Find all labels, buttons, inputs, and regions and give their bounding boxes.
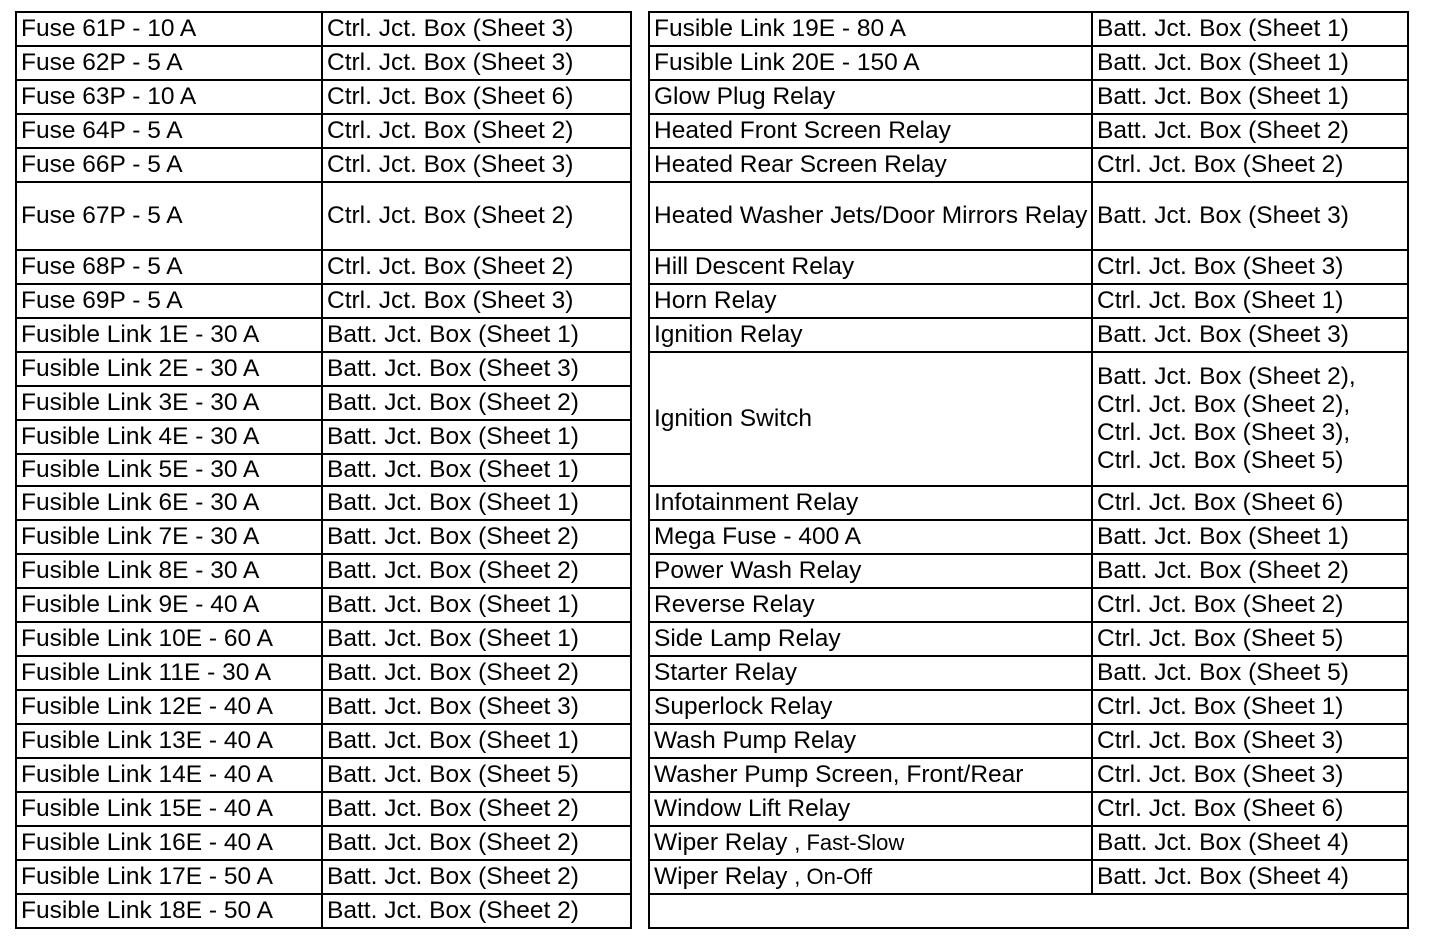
location-cell: Batt. Jct. Box (Sheet 1) [1092,46,1408,80]
component-suffix: , On-Off [794,864,873,889]
location-cell: Batt. Jct. Box (Sheet 3) [1092,182,1408,250]
location-cell: Batt. Jct. Box (Sheet 2) [322,386,631,420]
component-cell [649,860,1092,894]
component-cell: Glow Plug Relay [649,80,1092,114]
table-row [16,520,631,554]
component-cell: Heated Front Screen Relay [649,114,1092,148]
table-row [649,250,1408,284]
component-cell: Horn Relay [649,284,1092,318]
location-cell: Batt. Jct. Box (Sheet 3) [322,690,631,724]
table-row [16,420,631,454]
table-row [649,622,1408,656]
component-cell: Fusible Link 17E - 50 A [16,860,322,894]
component-cell: Fusible Link 7E - 30 A [16,520,322,554]
location-cell: Batt. Jct. Box (Sheet 2) [322,554,631,588]
location-cell: Batt. Jct. Box (Sheet 1) [322,420,631,454]
table-row [16,588,631,622]
table-row [16,758,631,792]
table-row [649,588,1408,622]
table-row [16,690,631,724]
component-name: Wiper Relay [654,829,788,856]
component-cell: Fusible Link 2E - 30 A [16,352,322,386]
component-cell: Fuse 62P - 5 A [16,46,322,80]
location-cell: Ctrl. Jct. Box (Sheet 6) [322,80,631,114]
location-cell: Batt. Jct. Box (Sheet 1) [1092,12,1408,46]
location-cell: Batt. Jct. Box (Sheet 1) [1092,520,1408,554]
table-row [16,148,631,182]
location-cell: Batt. Jct. Box (Sheet 2) [322,826,631,860]
location-cell: Ctrl. Jct. Box (Sheet 3) [1092,250,1408,284]
location-cell: Ctrl. Jct. Box (Sheet 2) [322,182,631,250]
component-cell: Fusible Link 13E - 40 A [16,724,322,758]
component-suffix: , Fast-Slow [794,830,905,855]
table-row [649,46,1408,80]
component-cell: Window Lift Relay [649,792,1092,826]
location-cell: Batt. Jct. Box (Sheet 2) [322,860,631,894]
table-row [16,80,631,114]
component-cell: Side Lamp Relay [649,622,1092,656]
location-cell: Ctrl. Jct. Box (Sheet 6) [1092,792,1408,826]
left-reference-table [15,11,632,929]
table-row [16,318,631,352]
component-cell: Fuse 69P - 5 A [16,284,322,318]
component-cell: Ignition Relay [649,318,1092,352]
location-cell: Batt. Jct. Box (Sheet 5) [322,758,631,792]
table-row [649,148,1408,182]
location-cell: Ctrl. Jct. Box (Sheet 2) [1092,588,1408,622]
component-cell: Fuse 61P - 10 A [16,12,322,46]
component-cell: Fuse 63P - 10 A [16,80,322,114]
table-row [16,114,631,148]
table-row [649,114,1408,148]
table-row-blank [649,894,1408,928]
component-cell: Fusible Link 14E - 40 A [16,758,322,792]
location-cell: Ctrl. Jct. Box (Sheet 1) [1092,690,1408,724]
table-row [16,352,631,386]
table-row [16,894,631,928]
table-row [649,826,1408,860]
table-row [16,656,631,690]
location-cell: Batt. Jct. Box (Sheet 3) [1092,318,1408,352]
location-cell: Batt. Jct. Box (Sheet 1) [322,486,631,520]
location-cell: Batt. Jct. Box (Sheet 4) [1092,826,1408,860]
location-cell: Ctrl. Jct. Box (Sheet 1) [1092,284,1408,318]
table-row [649,758,1408,792]
table-row [16,12,631,46]
component-cell: Fusible Link 8E - 30 A [16,554,322,588]
location-cell: Batt. Jct. Box (Sheet 1) [322,454,631,486]
table-row [16,250,631,284]
component-cell: Washer Pump Screen, Front/Rear [649,758,1092,792]
component-cell: Heated Washer Jets/Door Mirrors Relay [649,182,1092,250]
table-row [16,860,631,894]
location-cell: Batt. Jct. Box (Sheet 5) [1092,656,1408,690]
location-line: Ctrl. Jct. Box (Sheet 2), [1097,391,1351,418]
component-cell: Fusible Link 12E - 40 A [16,690,322,724]
component-cell: Hill Descent Relay [649,250,1092,284]
location-cell: Batt. Jct. Box (Sheet 2) [322,894,631,928]
component-cell: Infotainment Relay [649,486,1092,520]
component-cell: Fusible Link 9E - 40 A [16,588,322,622]
component-name: Wiper Relay [654,863,788,890]
table-row [16,182,631,250]
location-cell: Batt. Jct. Box (Sheet 2) [322,792,631,826]
table-row [16,46,631,80]
component-cell: Fusible Link 3E - 30 A [16,386,322,420]
location-cell: Ctrl. Jct. Box (Sheet 3) [322,148,631,182]
table-row [649,724,1408,758]
location-cell: Batt. Jct. Box (Sheet 1) [322,318,631,352]
location-cell: Batt. Jct. Box (Sheet 1) [322,622,631,656]
table-row [16,622,631,656]
location-cell: Ctrl. Jct. Box (Sheet 3) [322,284,631,318]
table-row [649,860,1408,894]
component-cell: Wash Pump Relay [649,724,1092,758]
component-cell: Fusible Link 20E - 150 A [649,46,1092,80]
table-row [16,826,631,860]
location-cell: Batt. Jct. Box (Sheet 3) [322,352,631,386]
component-cell: Fuse 68P - 5 A [16,250,322,284]
location-cell: Ctrl. Jct. Box (Sheet 6) [1092,486,1408,520]
table-row [649,182,1408,250]
location-line: Ctrl. Jct. Box (Sheet 5) [1097,447,1344,474]
component-cell: Fuse 66P - 5 A [16,148,322,182]
location-cell: Ctrl. Jct. Box (Sheet 5) [1092,622,1408,656]
component-cell: Fusible Link 18E - 50 A [16,894,322,928]
component-cell: Superlock Relay [649,690,1092,724]
location-cell: Ctrl. Jct. Box (Sheet 2) [322,250,631,284]
table-row [649,520,1408,554]
location-cell: Batt. Jct. Box (Sheet 4) [1092,860,1408,894]
location-cell: Ctrl. Jct. Box (Sheet 3) [1092,758,1408,792]
table-row [649,352,1408,486]
component-cell: Fuse 67P - 5 A [16,182,322,250]
location-cell: Batt. Jct. Box (Sheet 1) [1092,80,1408,114]
component-cell: Fusible Link 1E - 30 A [16,318,322,352]
right-reference-table [648,11,1409,929]
table-row [16,724,631,758]
location-cell: Batt. Jct. Box (Sheet 1) [322,724,631,758]
table-row [649,554,1408,588]
location-cell: Ctrl. Jct. Box (Sheet 2) [1092,148,1408,182]
component-cell: Fusible Link 10E - 60 A [16,622,322,656]
component-cell: Reverse Relay [649,588,1092,622]
location-cell: Ctrl. Jct. Box (Sheet 3) [322,46,631,80]
component-cell: Fuse 64P - 5 A [16,114,322,148]
table-row [649,318,1408,352]
table-row [16,792,631,826]
table-row [16,454,631,486]
component-cell: Fusible Link 11E - 30 A [16,656,322,690]
table-row [16,284,631,318]
component-cell: Starter Relay [649,656,1092,690]
location-cell: Batt. Jct. Box (Sheet 2) [1092,114,1408,148]
component-cell: Fusible Link 4E - 30 A [16,420,322,454]
blank-cell [649,894,1408,928]
component-cell: Fusible Link 16E - 40 A [16,826,322,860]
table-row [649,284,1408,318]
table-row [649,792,1408,826]
table-row [649,80,1408,114]
location-cell: Ctrl. Jct. Box (Sheet 3) [1092,724,1408,758]
table-row [16,554,631,588]
location-cell: Ctrl. Jct. Box (Sheet 2) [322,114,631,148]
table-row [649,12,1408,46]
table-row [16,386,631,420]
component-cell [649,826,1092,860]
location-line: Ctrl. Jct. Box (Sheet 3), [1097,419,1351,446]
component-cell: Fusible Link 6E - 30 A [16,486,322,520]
location-line: Batt. Jct. Box (Sheet 2), [1097,363,1356,390]
component-cell: Power Wash Relay [649,554,1092,588]
location-cell-multi [1092,352,1408,486]
table-row [16,486,631,520]
component-cell: Ignition Switch [649,352,1092,486]
location-cell: Batt. Jct. Box (Sheet 2) [322,656,631,690]
table-row [649,656,1408,690]
component-cell: Heated Rear Screen Relay [649,148,1092,182]
component-cell: Fusible Link 15E - 40 A [16,792,322,826]
location-cell: Batt. Jct. Box (Sheet 2) [1092,554,1408,588]
location-cell: Batt. Jct. Box (Sheet 1) [322,588,631,622]
location-cell: Ctrl. Jct. Box (Sheet 3) [322,12,631,46]
table-row [649,690,1408,724]
location-cell: Batt. Jct. Box (Sheet 2) [322,520,631,554]
component-cell: Fusible Link 19E - 80 A [649,12,1092,46]
component-cell: Fusible Link 5E - 30 A [16,454,322,486]
table-row [649,486,1408,520]
component-cell: Mega Fuse - 400 A [649,520,1092,554]
